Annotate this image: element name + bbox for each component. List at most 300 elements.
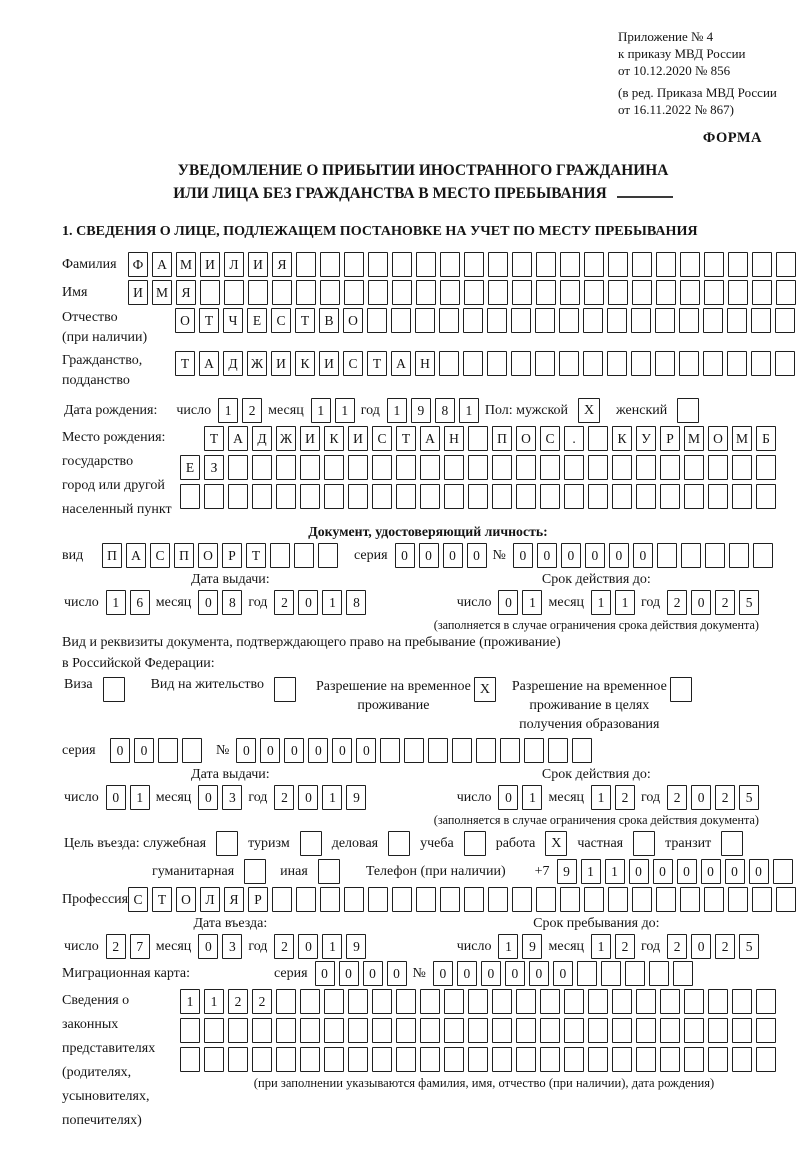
form-cell[interactable]: 0 xyxy=(419,543,439,568)
form-cell[interactable] xyxy=(487,351,507,376)
form-cell[interactable] xyxy=(276,484,296,509)
form-cell[interactable]: Д xyxy=(223,351,243,376)
form-cell[interactable] xyxy=(276,1018,296,1043)
purpose-business-checkbox[interactable] xyxy=(388,831,410,856)
form-cell[interactable]: 3 xyxy=(222,785,242,810)
form-cell[interactable]: 1 xyxy=(218,398,238,423)
purpose-tourism-checkbox[interactable] xyxy=(300,831,322,856)
form-cell[interactable]: Ж xyxy=(247,351,267,376)
temp-residence-checkbox[interactable]: X xyxy=(474,677,496,702)
form-cell[interactable]: 0 xyxy=(298,785,318,810)
form-cell[interactable] xyxy=(492,989,512,1014)
form-cell[interactable] xyxy=(584,280,604,305)
form-cell[interactable]: 0 xyxy=(609,543,629,568)
form-cell[interactable]: С xyxy=(271,308,291,333)
form-cell[interactable]: А xyxy=(420,426,440,451)
temp-residence-education-checkbox[interactable] xyxy=(670,677,692,702)
form-cell[interactable]: Л xyxy=(200,887,220,912)
form-cell[interactable]: 1 xyxy=(581,859,601,884)
form-cell[interactable] xyxy=(344,280,364,305)
form-cell[interactable] xyxy=(272,280,292,305)
form-cell[interactable]: С xyxy=(150,543,170,568)
form-cell[interactable]: Н xyxy=(415,351,435,376)
form-cell[interactable] xyxy=(392,887,412,912)
form-cell[interactable] xyxy=(752,887,772,912)
form-cell[interactable] xyxy=(392,280,412,305)
form-cell[interactable] xyxy=(158,738,178,763)
form-cell[interactable]: П xyxy=(174,543,194,568)
form-cell[interactable]: Т xyxy=(175,351,195,376)
form-cell[interactable]: Н xyxy=(444,426,464,451)
form-cell[interactable] xyxy=(420,989,440,1014)
form-cell[interactable] xyxy=(540,484,560,509)
form-cell[interactable] xyxy=(367,308,387,333)
female-checkbox[interactable] xyxy=(677,398,699,423)
form-cell[interactable]: 0 xyxy=(629,859,649,884)
form-cell[interactable]: 1 xyxy=(130,785,150,810)
form-cell[interactable] xyxy=(204,1018,224,1043)
form-cell[interactable] xyxy=(775,308,795,333)
form-cell[interactable] xyxy=(729,543,749,568)
form-cell[interactable] xyxy=(228,455,248,480)
form-cell[interactable]: Т xyxy=(367,351,387,376)
form-cell[interactable]: О xyxy=(343,308,363,333)
form-cell[interactable] xyxy=(300,1018,320,1043)
form-cell[interactable]: И xyxy=(300,426,320,451)
form-cell[interactable]: Д xyxy=(252,426,272,451)
form-cell[interactable]: 2 xyxy=(228,989,248,1014)
form-cell[interactable] xyxy=(708,989,728,1014)
form-cell[interactable]: 0 xyxy=(315,961,335,986)
form-cell[interactable] xyxy=(492,484,512,509)
form-cell[interactable]: Т xyxy=(396,426,416,451)
form-cell[interactable] xyxy=(708,1047,728,1072)
form-cell[interactable] xyxy=(180,1018,200,1043)
form-cell[interactable] xyxy=(703,308,723,333)
purpose-study-checkbox[interactable] xyxy=(464,831,486,856)
form-cell[interactable] xyxy=(276,455,296,480)
form-cell[interactable]: М xyxy=(732,426,752,451)
form-cell[interactable]: 2 xyxy=(667,934,687,959)
form-cell[interactable]: И xyxy=(200,252,220,277)
form-cell[interactable] xyxy=(488,252,508,277)
form-cell[interactable] xyxy=(684,455,704,480)
form-cell[interactable]: А xyxy=(391,351,411,376)
form-cell[interactable]: 2 xyxy=(274,785,294,810)
form-cell[interactable] xyxy=(540,455,560,480)
form-cell[interactable]: 0 xyxy=(633,543,653,568)
form-cell[interactable] xyxy=(391,308,411,333)
form-cell[interactable]: 9 xyxy=(346,785,366,810)
form-cell[interactable] xyxy=(512,887,532,912)
form-cell[interactable] xyxy=(444,455,464,480)
form-cell[interactable] xyxy=(560,252,580,277)
form-cell[interactable]: Р xyxy=(660,426,680,451)
form-cell[interactable] xyxy=(372,455,392,480)
form-cell[interactable]: 0 xyxy=(284,738,304,763)
form-cell[interactable] xyxy=(420,1018,440,1043)
form-cell[interactable]: 0 xyxy=(457,961,477,986)
form-cell[interactable] xyxy=(204,484,224,509)
form-cell[interactable]: Я xyxy=(176,280,196,305)
form-cell[interactable] xyxy=(704,280,724,305)
form-cell[interactable] xyxy=(524,738,544,763)
form-cell[interactable] xyxy=(252,455,272,480)
form-cell[interactable]: 8 xyxy=(346,590,366,615)
form-cell[interactable]: 0 xyxy=(308,738,328,763)
form-cell[interactable] xyxy=(708,484,728,509)
form-cell[interactable] xyxy=(320,280,340,305)
form-cell[interactable] xyxy=(564,1047,584,1072)
form-cell[interactable] xyxy=(476,738,496,763)
form-cell[interactable] xyxy=(751,351,771,376)
form-cell[interactable] xyxy=(444,1018,464,1043)
form-cell[interactable] xyxy=(468,484,488,509)
form-cell[interactable]: 2 xyxy=(667,785,687,810)
form-cell[interactable] xyxy=(516,989,536,1014)
form-cell[interactable] xyxy=(732,989,752,1014)
form-cell[interactable] xyxy=(488,887,508,912)
form-cell[interactable] xyxy=(601,961,621,986)
form-cell[interactable]: 0 xyxy=(198,785,218,810)
form-cell[interactable]: 2 xyxy=(715,934,735,959)
form-cell[interactable]: 0 xyxy=(585,543,605,568)
form-cell[interactable]: 0 xyxy=(387,961,407,986)
form-cell[interactable] xyxy=(560,887,580,912)
form-cell[interactable] xyxy=(727,308,747,333)
form-cell[interactable]: 2 xyxy=(242,398,262,423)
form-cell[interactable]: У xyxy=(636,426,656,451)
form-cell[interactable] xyxy=(294,543,314,568)
form-cell[interactable] xyxy=(636,455,656,480)
form-cell[interactable] xyxy=(372,484,392,509)
form-cell[interactable] xyxy=(559,308,579,333)
form-cell[interactable]: 1 xyxy=(180,989,200,1014)
form-cell[interactable] xyxy=(252,1047,272,1072)
form-cell[interactable] xyxy=(296,280,316,305)
form-cell[interactable]: 0 xyxy=(260,738,280,763)
form-cell[interactable]: 9 xyxy=(411,398,431,423)
form-cell[interactable] xyxy=(584,252,604,277)
form-cell[interactable] xyxy=(248,280,268,305)
form-cell[interactable] xyxy=(512,252,532,277)
form-cell[interactable] xyxy=(300,989,320,1014)
form-cell[interactable]: К xyxy=(612,426,632,451)
form-cell[interactable] xyxy=(548,738,568,763)
form-cell[interactable] xyxy=(440,252,460,277)
form-cell[interactable] xyxy=(656,280,676,305)
form-cell[interactable] xyxy=(756,455,776,480)
form-cell[interactable]: 1 xyxy=(322,934,342,959)
form-cell[interactable]: 5 xyxy=(739,934,759,959)
form-cell[interactable]: А xyxy=(126,543,146,568)
form-cell[interactable] xyxy=(492,1018,512,1043)
form-cell[interactable]: 6 xyxy=(130,590,150,615)
form-cell[interactable] xyxy=(348,1018,368,1043)
form-cell[interactable]: 0 xyxy=(481,961,501,986)
form-cell[interactable]: С xyxy=(128,887,148,912)
form-cell[interactable] xyxy=(776,887,796,912)
form-cell[interactable]: 1 xyxy=(387,398,407,423)
form-cell[interactable] xyxy=(492,455,512,480)
form-cell[interactable]: П xyxy=(102,543,122,568)
form-cell[interactable]: 0 xyxy=(725,859,745,884)
form-cell[interactable]: 0 xyxy=(529,961,549,986)
form-cell[interactable]: И xyxy=(319,351,339,376)
form-cell[interactable] xyxy=(296,887,316,912)
form-cell[interactable] xyxy=(252,484,272,509)
form-cell[interactable] xyxy=(296,252,316,277)
form-cell[interactable] xyxy=(703,351,723,376)
form-cell[interactable]: Е xyxy=(247,308,267,333)
purpose-work-checkbox[interactable]: X xyxy=(545,831,567,856)
form-cell[interactable] xyxy=(673,961,693,986)
form-cell[interactable]: 0 xyxy=(356,738,376,763)
form-cell[interactable] xyxy=(756,989,776,1014)
form-cell[interactable] xyxy=(660,989,680,1014)
form-cell[interactable] xyxy=(416,280,436,305)
form-cell[interactable] xyxy=(344,252,364,277)
form-cell[interactable]: С xyxy=(343,351,363,376)
form-cell[interactable]: Л xyxy=(224,252,244,277)
form-cell[interactable]: 0 xyxy=(134,738,154,763)
form-cell[interactable] xyxy=(300,1047,320,1072)
form-cell[interactable]: Т xyxy=(204,426,224,451)
form-cell[interactable] xyxy=(540,1018,560,1043)
form-cell[interactable] xyxy=(680,280,700,305)
form-cell[interactable]: 0 xyxy=(498,590,518,615)
form-cell[interactable] xyxy=(564,455,584,480)
form-cell[interactable] xyxy=(588,1018,608,1043)
form-cell[interactable] xyxy=(344,887,364,912)
form-cell[interactable] xyxy=(588,1047,608,1072)
form-cell[interactable] xyxy=(512,280,532,305)
form-cell[interactable] xyxy=(535,308,555,333)
form-cell[interactable] xyxy=(612,989,632,1014)
purpose-transit-checkbox[interactable] xyxy=(721,831,743,856)
form-cell[interactable] xyxy=(324,1018,344,1043)
form-cell[interactable] xyxy=(368,887,388,912)
form-cell[interactable]: 0 xyxy=(653,859,673,884)
form-cell[interactable] xyxy=(704,887,724,912)
form-cell[interactable]: 1 xyxy=(591,590,611,615)
form-cell[interactable] xyxy=(625,961,645,986)
form-cell[interactable] xyxy=(452,738,472,763)
form-cell[interactable]: Е xyxy=(180,455,200,480)
form-cell[interactable]: В xyxy=(319,308,339,333)
form-cell[interactable] xyxy=(560,280,580,305)
form-cell[interactable] xyxy=(516,1018,536,1043)
form-cell[interactable] xyxy=(612,1047,632,1072)
form-cell[interactable]: М xyxy=(176,252,196,277)
form-cell[interactable] xyxy=(684,484,704,509)
form-cell[interactable] xyxy=(732,1018,752,1043)
form-cell[interactable]: 0 xyxy=(110,738,130,763)
form-cell[interactable]: 5 xyxy=(739,590,759,615)
form-cell[interactable]: О xyxy=(198,543,218,568)
form-cell[interactable] xyxy=(728,252,748,277)
form-cell[interactable] xyxy=(420,455,440,480)
form-cell[interactable] xyxy=(380,738,400,763)
form-cell[interactable]: Б xyxy=(756,426,776,451)
male-checkbox[interactable]: X xyxy=(578,398,600,423)
form-cell[interactable] xyxy=(516,1047,536,1072)
form-cell[interactable] xyxy=(396,455,416,480)
form-cell[interactable] xyxy=(636,1018,656,1043)
form-cell[interactable] xyxy=(320,252,340,277)
purpose-private-checkbox[interactable] xyxy=(633,831,655,856)
form-cell[interactable]: Т xyxy=(295,308,315,333)
form-cell[interactable] xyxy=(632,280,652,305)
form-cell[interactable] xyxy=(416,887,436,912)
form-cell[interactable]: 2 xyxy=(252,989,272,1014)
form-cell[interactable] xyxy=(372,1047,392,1072)
form-cell[interactable] xyxy=(348,484,368,509)
form-cell[interactable] xyxy=(607,351,627,376)
form-cell[interactable]: О xyxy=(175,308,195,333)
form-cell[interactable]: 2 xyxy=(667,590,687,615)
form-cell[interactable] xyxy=(660,484,680,509)
form-cell[interactable] xyxy=(708,1018,728,1043)
form-cell[interactable]: Т xyxy=(199,308,219,333)
form-cell[interactable]: И xyxy=(248,252,268,277)
form-cell[interactable] xyxy=(636,484,656,509)
form-cell[interactable]: 1 xyxy=(591,785,611,810)
form-cell[interactable] xyxy=(439,308,459,333)
form-cell[interactable]: С xyxy=(540,426,560,451)
form-cell[interactable] xyxy=(180,484,200,509)
form-cell[interactable] xyxy=(204,1047,224,1072)
form-cell[interactable] xyxy=(612,1018,632,1043)
form-cell[interactable] xyxy=(300,455,320,480)
form-cell[interactable] xyxy=(396,484,416,509)
form-cell[interactable] xyxy=(588,426,608,451)
form-cell[interactable]: 2 xyxy=(715,785,735,810)
form-cell[interactable] xyxy=(751,308,771,333)
form-cell[interactable] xyxy=(608,280,628,305)
form-cell[interactable] xyxy=(464,887,484,912)
form-cell[interactable]: Ф xyxy=(128,252,148,277)
form-cell[interactable]: 2 xyxy=(715,590,735,615)
form-cell[interactable]: И xyxy=(271,351,291,376)
form-cell[interactable] xyxy=(631,308,651,333)
form-cell[interactable]: . xyxy=(564,426,584,451)
form-cell[interactable] xyxy=(468,989,488,1014)
form-cell[interactable] xyxy=(679,308,699,333)
form-cell[interactable] xyxy=(464,280,484,305)
form-cell[interactable] xyxy=(728,280,748,305)
form-cell[interactable]: 1 xyxy=(615,590,635,615)
form-cell[interactable] xyxy=(732,455,752,480)
form-cell[interactable] xyxy=(773,859,793,884)
form-cell[interactable] xyxy=(588,989,608,1014)
form-cell[interactable] xyxy=(704,252,724,277)
form-cell[interactable] xyxy=(536,252,556,277)
form-cell[interactable] xyxy=(564,484,584,509)
form-cell[interactable]: 1 xyxy=(498,934,518,959)
form-cell[interactable] xyxy=(468,455,488,480)
form-cell[interactable] xyxy=(608,252,628,277)
form-cell[interactable] xyxy=(392,252,412,277)
form-cell[interactable]: 1 xyxy=(335,398,355,423)
form-cell[interactable]: 1 xyxy=(322,785,342,810)
form-cell[interactable] xyxy=(564,989,584,1014)
form-cell[interactable] xyxy=(680,252,700,277)
form-cell[interactable] xyxy=(655,351,675,376)
form-cell[interactable] xyxy=(540,989,560,1014)
form-cell[interactable]: О xyxy=(708,426,728,451)
form-cell[interactable]: 8 xyxy=(435,398,455,423)
form-cell[interactable] xyxy=(516,484,536,509)
form-cell[interactable] xyxy=(276,989,296,1014)
form-cell[interactable] xyxy=(684,989,704,1014)
form-cell[interactable] xyxy=(516,455,536,480)
form-cell[interactable]: 0 xyxy=(498,785,518,810)
form-cell[interactable] xyxy=(660,1018,680,1043)
form-cell[interactable] xyxy=(444,1047,464,1072)
form-cell[interactable] xyxy=(416,252,436,277)
form-cell[interactable] xyxy=(415,308,435,333)
form-cell[interactable] xyxy=(404,738,424,763)
form-cell[interactable] xyxy=(224,280,244,305)
form-cell[interactable] xyxy=(420,484,440,509)
form-cell[interactable]: 0 xyxy=(443,543,463,568)
form-cell[interactable] xyxy=(228,1047,248,1072)
form-cell[interactable] xyxy=(708,455,728,480)
form-cell[interactable] xyxy=(588,455,608,480)
form-cell[interactable]: 2 xyxy=(615,934,635,959)
form-cell[interactable]: А xyxy=(152,252,172,277)
form-cell[interactable] xyxy=(732,1047,752,1072)
form-cell[interactable]: 0 xyxy=(537,543,557,568)
form-cell[interactable]: Т xyxy=(152,887,172,912)
form-cell[interactable] xyxy=(732,484,752,509)
form-cell[interactable] xyxy=(656,252,676,277)
form-cell[interactable]: 1 xyxy=(311,398,331,423)
form-cell[interactable]: 2 xyxy=(615,785,635,810)
form-cell[interactable]: 0 xyxy=(339,961,359,986)
form-cell[interactable] xyxy=(632,887,652,912)
form-cell[interactable] xyxy=(396,1018,416,1043)
form-cell[interactable] xyxy=(463,308,483,333)
form-cell[interactable]: Р xyxy=(248,887,268,912)
form-cell[interactable] xyxy=(775,351,795,376)
form-cell[interactable] xyxy=(348,989,368,1014)
form-cell[interactable] xyxy=(756,484,776,509)
form-cell[interactable]: 0 xyxy=(691,590,711,615)
form-cell[interactable] xyxy=(324,1047,344,1072)
form-cell[interactable]: Ч xyxy=(223,308,243,333)
purpose-other-checkbox[interactable] xyxy=(318,859,340,884)
form-cell[interactable]: Р xyxy=(222,543,242,568)
form-cell[interactable] xyxy=(705,543,725,568)
form-cell[interactable] xyxy=(252,1018,272,1043)
form-cell[interactable]: Т xyxy=(246,543,266,568)
form-cell[interactable] xyxy=(636,1047,656,1072)
form-cell[interactable]: О xyxy=(176,887,196,912)
form-cell[interactable]: 0 xyxy=(691,785,711,810)
form-cell[interactable] xyxy=(684,1018,704,1043)
form-cell[interactable] xyxy=(396,989,416,1014)
form-cell[interactable] xyxy=(440,887,460,912)
form-cell[interactable] xyxy=(320,887,340,912)
form-cell[interactable] xyxy=(612,484,632,509)
form-cell[interactable] xyxy=(300,484,320,509)
form-cell[interactable]: С xyxy=(372,426,392,451)
form-cell[interactable]: 1 xyxy=(204,989,224,1014)
form-cell[interactable] xyxy=(632,252,652,277)
form-cell[interactable] xyxy=(444,484,464,509)
